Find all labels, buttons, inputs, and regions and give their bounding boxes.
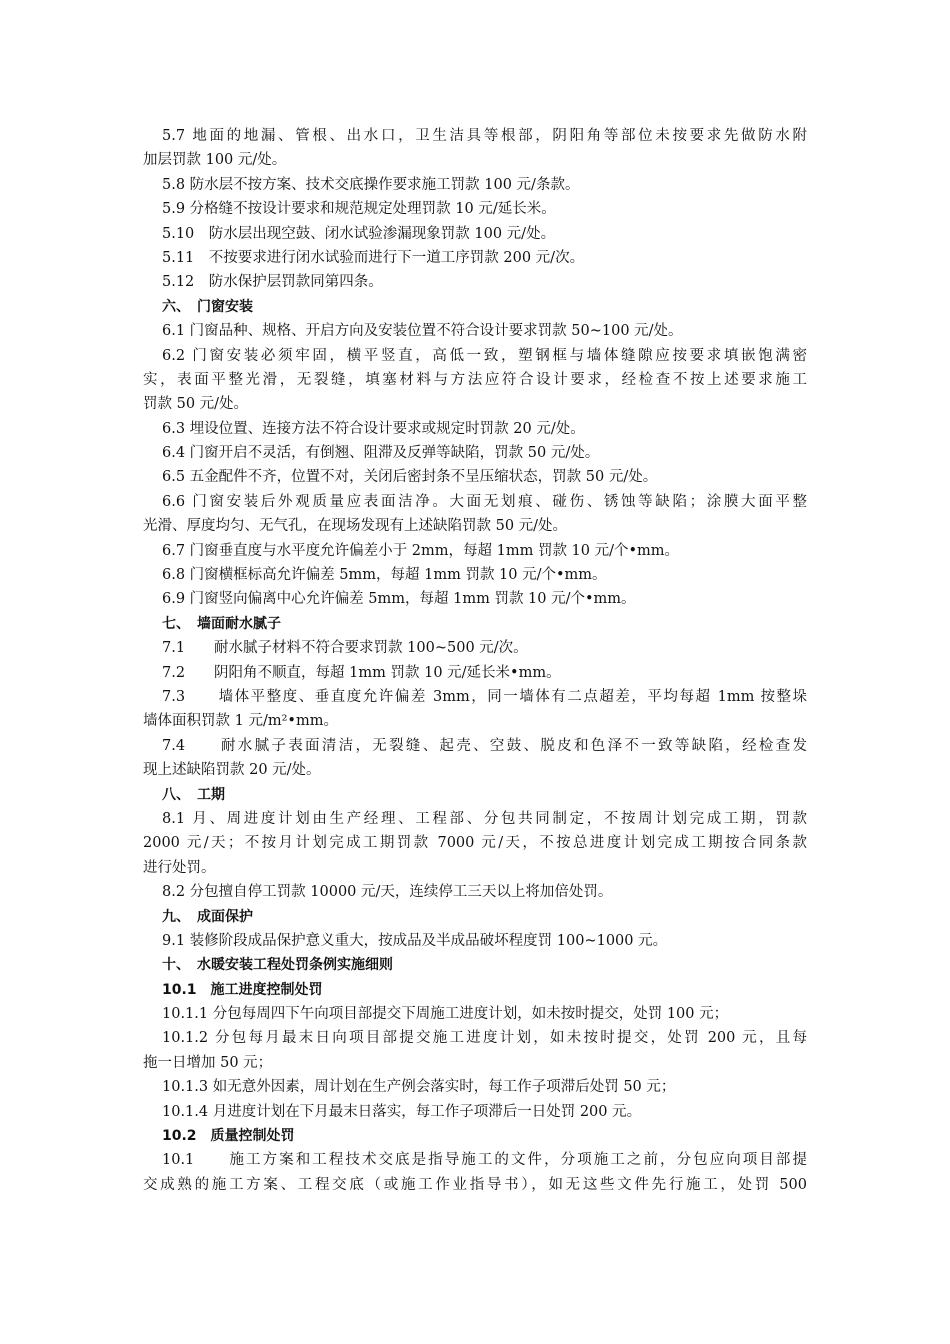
text-line: 6.8 门窗横框标高允许偏差 5mm，每超 1mm 罚款 10 元/个•mm。: [162, 567, 607, 584]
text-line: 9.1 装修阶段成品保护意义重大，按成品及半成品破坏程度罚 100~1000 元。: [162, 932, 668, 949]
text-line: 7.4 耐水腻子表面清洁，无裂缝、起壳、空鼓、脱皮和色泽不一致等缺陷，经检查发: [162, 737, 807, 754]
section-heading: 九、 成面保护: [162, 908, 253, 925]
text-line: 加层罚款 100 元/处。: [143, 152, 287, 169]
text-line: 6.7 门窗垂直度与水平度允许偏差小于 2mm，每超 1mm 罚款 10 元/个•mm。: [162, 542, 680, 559]
text-line: 6.9 门窗竖向偏离中心允许偏差 5mm，每超 1mm 罚款 10 元/个•mm。: [162, 591, 636, 608]
text-line: 5.12 防水保护层罚款同第四条。: [162, 274, 383, 291]
text-line: 罚款 50 元/处。: [143, 396, 249, 413]
text-line: 进行处罚。: [143, 859, 216, 876]
text-line: 6.3 埋设位置、连接方法不符合设计要求或规定时罚款 20 元/处。: [162, 420, 585, 437]
text-line: 6.4 门窗开启不灵活，有倒翘、阻滞及反弹等缺陷，罚款 50 元/处。: [162, 445, 600, 462]
text-line: 8.2 分包擅自停工罚款 10000 元/天，连续停工三天以上将加倍处罚。: [162, 884, 613, 901]
section-heading: 10.2 质量控制处罚: [162, 1128, 295, 1145]
text-line: 拖一日增加 50 元；: [143, 1054, 273, 1071]
text-line: 6.1 门窗品种、规格、开启方向及安装位置不符合设计要求罚款 50~100 元/处。: [162, 323, 683, 340]
text-line: 5.10 防水层出现空鼓、闭水试验渗漏现象罚款 100 元/处。: [162, 225, 556, 242]
text-line: 交成熟的施工方案、工程交底（或施工作业指导书），如无这些文件先行施工，处罚 500: [143, 1176, 807, 1193]
document-body: [143, 124, 807, 1197]
text-line: 8.1 月、周进度计划由生产经理、工程部、分包共同制定，不按周计划完成工期，罚款: [162, 810, 807, 827]
text-line: 10.1.1 分包每周四下午向项目部提交下周施工进度计划，如未按时提交，处罚 100 元；: [162, 1006, 729, 1023]
section-heading: 八、 工期: [162, 786, 225, 803]
text-line: 5.7 地面的地漏、管根、出水口，卫生洁具等根部，阴阳角等部位未按要求先做防水附: [162, 128, 807, 144]
text-line: 墙体面积罚款 1 元/m²•mm。: [143, 713, 338, 730]
text-line: 7.2 阴阳角不顺直，每超 1mm 罚款 10 元/延长米•mm。: [162, 664, 561, 681]
text-line: 10.1.2 分包每月最末日向项目部提交施工进度计划，如未按时提交，处罚 200 元，且每: [162, 1030, 807, 1047]
text-line: 10.1 施工方案和工程技术交底是指导施工的文件，分项施工之前，分包应向项目部提: [162, 1152, 807, 1169]
section-heading: 六、 门窗安装: [162, 298, 253, 315]
text-line: 6.5 五金配件不齐，位置不对，关闭后密封条不呈压缩状态，罚款 50 元/处。: [162, 469, 658, 486]
text-line: 2000 元/天；不按月计划完成工期罚款 7000 元/天，不按总进度计划完成工期按合同条款: [143, 835, 807, 852]
text-line: 现上述缺陷罚款 20 元/处。: [143, 762, 321, 779]
text-line: 光滑、厚度均匀、无气孔，在现场发现有上述缺陷罚款 50 元/处。: [143, 518, 568, 535]
text-line: 10.1.4 月进度计划在下月最末日落实，每工作子项滞后一日处罚 200 元。: [162, 1103, 642, 1120]
text-line: 6.6 门窗安装后外观质量应表面洁净。大面无划痕、碰伤、锈蚀等缺陷；涂膜大面平整: [162, 493, 807, 510]
text-line: 7.3 墙体平整度、垂直度允许偏差 3mm，同一墙体有二点超差，平均每超 1mm 按整垛: [162, 688, 807, 705]
section-heading: 10.1 施工进度控制处罚: [162, 981, 323, 998]
text-line: 5.9 分格缝不按设计要求和规范规定处理罚款 10 元/延长米。: [162, 201, 556, 218]
text-line: 6.2 门窗安装必须牢固，横平竖直，高低一致，塑钢框与墙体缝隙应按要求填嵌饱满密: [162, 347, 807, 364]
text-line: 5.11 不按要求进行闭水试验而进行下一道工序罚款 200 元/次。: [162, 249, 585, 266]
text-line: 10.1.3 如无意外因素，周计划在生产例会落实时，每工作子项滞后处罚 50 元；: [162, 1079, 676, 1096]
section-heading: 七、 墙面耐水腻子: [162, 615, 281, 632]
text-line: 7.1 耐水腻子材料不符合要求罚款 100~500 元/次。: [162, 640, 528, 657]
text-line: 实，表面平整光滑，无裂缝，填塞材料与方法应符合设计要求，经检查不按上述要求施工: [143, 371, 807, 388]
text-line: 5.8 防水层不按方案、技术交底操作要求施工罚款 100 元/条款。: [162, 176, 580, 193]
section-heading: 十、 水暖安装工程处罚条例实施细则: [162, 957, 393, 974]
